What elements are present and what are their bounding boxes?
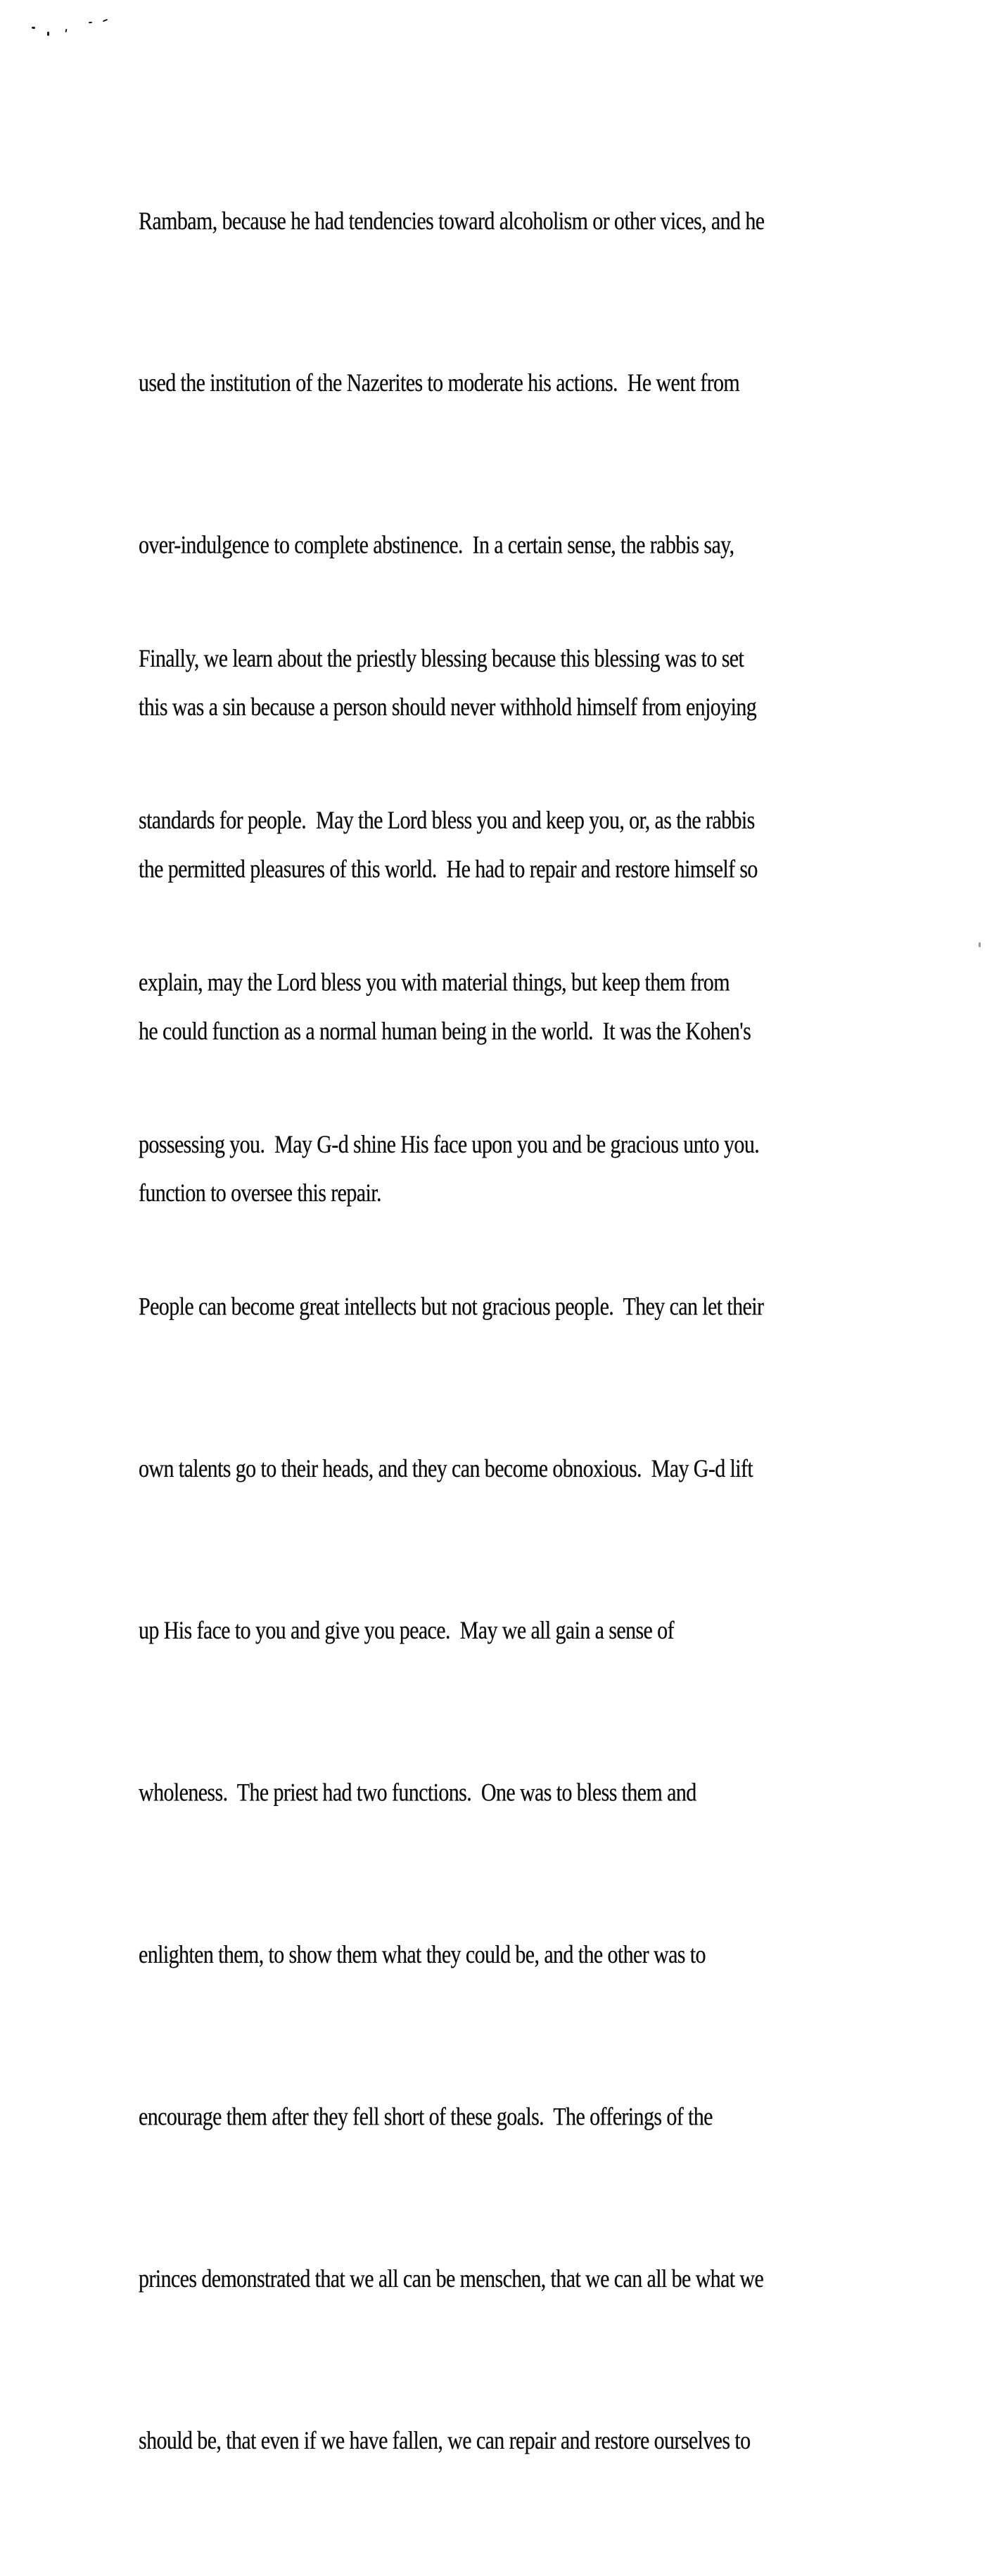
text-line: princes demonstrated that we all can be menschen, that we can all be what we [139, 2264, 764, 2293]
paragraph-priestly-blessing [139, 524, 905, 2576]
scan-speck-icon [89, 22, 92, 24]
text-line: the permitted pleasures of this world. He had to repair and restore himself so [139, 855, 758, 883]
text-line: explain, may the Lord bless you with material things, but keep them from [139, 968, 730, 997]
scan-speck-icon [979, 942, 981, 947]
text-line: function to oversee this repair. [139, 1179, 381, 1207]
text-line: enlighten them, to show them what they could be, and the other was to [139, 1940, 706, 1969]
text-line: wholeness. The priest had two functions. One was to bless them and [139, 1779, 696, 1807]
text-line: possessing you. May G-d shine His face upon you and be gracious unto you. [139, 1130, 760, 1159]
text-line: up His face to you and give you peace. May we all gain a sense of [139, 1617, 674, 1645]
text-line: should be, that even if we have fallen, we can repair and restore ourselves to [139, 2427, 751, 2455]
text-line: Rambam, because he had tendencies toward alcoholism or other vices, and he [139, 207, 765, 236]
scan-speck-icon [65, 29, 68, 32]
text-line: over-indulgence to complete abstinence. In a certain sense, the rabbis say, [139, 531, 734, 559]
scan-speck-icon [32, 27, 35, 30]
scan-speck-icon [103, 19, 108, 22]
text-line: standards for people. May the Lord bless you and keep you, or, as the rabbis [139, 807, 755, 835]
scan-speck-icon [47, 32, 49, 36]
text-line: he could function as a normal human being in the world. It was the Kohen's [139, 1017, 751, 1046]
text-line: encourage them after they fell short of these goals. The offerings of the [139, 2103, 713, 2131]
text-line: Finally, we learn about the priestly blessing because this blessing was to set [139, 644, 744, 673]
text-line: People can become great intellects but not gracious people. They can let their [139, 1293, 764, 1321]
text-line: this was a sin because a person should never withhold himself from enjoying [139, 693, 757, 722]
text-line: used the institution of the Nazerites to moderate his actions. He went from [139, 369, 740, 397]
text-line: own talents go to their heads, and they can become obnoxious. May G-d lift [139, 1454, 753, 1483]
